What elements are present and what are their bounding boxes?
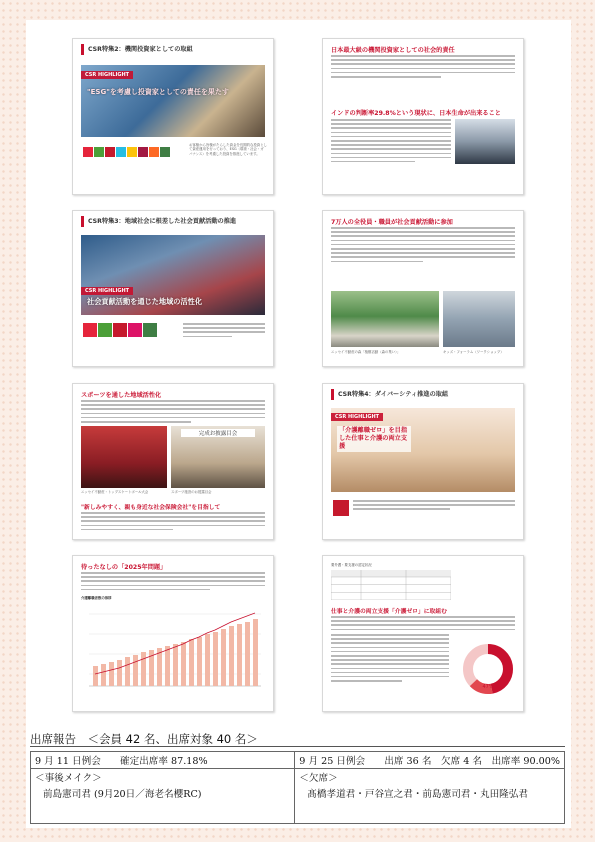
photo-caption-right: キッズ・フォーラム（ワークショップ） bbox=[443, 350, 504, 354]
ceremony-sign: 完成お披露目会 bbox=[181, 429, 255, 437]
tree-planting-photo bbox=[331, 291, 439, 347]
slide-sports-activation bbox=[72, 383, 274, 540]
makeup-members: 前島憲司君 (9月20日／海老名櫻RC) bbox=[43, 789, 202, 800]
slide-2025-problem bbox=[72, 555, 274, 712]
bar-line-chart bbox=[81, 604, 265, 694]
slide-title: 待ったなしの「2025年問題」 bbox=[81, 564, 167, 571]
slide-headline: 「介護離職ゼロ」を目指した仕事と介護の両立支援 bbox=[337, 426, 411, 452]
students-photo bbox=[81, 65, 265, 137]
slide-title: CSR特集3：地域社会に根差した社会貢献活動の推進 bbox=[81, 216, 265, 227]
meeting-sep25: 9 月 25 日例会 出席 36 名 欠席 4 名 出席率 90.00% bbox=[295, 752, 565, 769]
photo-caption-left: ニッセイ不動産・トップスケートボール大会 bbox=[81, 490, 149, 494]
highlight-label: CSR HIGHLIGHT bbox=[81, 287, 133, 295]
slide-title: 7万人の全役員・職員が社会貢献活動に参加 bbox=[331, 219, 453, 226]
slide-institutional-investor bbox=[322, 38, 524, 195]
slide-volunteer-activities bbox=[322, 210, 524, 367]
absence-heading: ＜欠席＞ bbox=[299, 773, 338, 784]
chart-title: 介護離職者数の推移 bbox=[81, 596, 112, 600]
executive-photo bbox=[455, 119, 515, 164]
slide-csr-feature-2 bbox=[72, 38, 274, 195]
highlight-label: CSR HIGHLIGHT bbox=[331, 413, 383, 421]
slide-title: CSR特集2：機関投資家としての取組 bbox=[81, 44, 265, 55]
makeup-cell bbox=[31, 769, 295, 824]
slide-csr-feature-3 bbox=[72, 210, 274, 367]
slide-subtitle: インドの判断率29.8%という現状に、日本生命が出来ること bbox=[331, 110, 501, 117]
donut-chart bbox=[463, 644, 513, 694]
slide-subtitle: "新しみやすく、親も身近な社会保険会社"を目指して bbox=[81, 505, 221, 511]
photo-caption-right: スポーツ施設のお披露目会 bbox=[171, 490, 212, 494]
absent-members: 髙橋孝道君・戸谷宣之君・前島憲司君・丸田隆弘君 bbox=[307, 789, 528, 800]
photo-caption-left: ニッセイ不動産の森「植樹活動（森の集い）」 bbox=[331, 350, 401, 354]
slide-csr-feature-4 bbox=[322, 383, 524, 540]
slide-care-support bbox=[322, 555, 524, 712]
makeup-heading: ＜事後メイク＞ bbox=[35, 773, 102, 784]
slide-headline: 社会貢献活動を通じた地域の活性化 bbox=[87, 297, 203, 306]
sdg-icons bbox=[83, 323, 157, 337]
title-underline bbox=[30, 746, 565, 747]
slide-headline: "ESG"を考慮し投資家としての責任を果たす bbox=[87, 88, 229, 96]
wheelchair-basketball-photo bbox=[81, 235, 265, 315]
forum-photo bbox=[443, 291, 515, 347]
highlight-label: CSR HIGHLIGHT bbox=[81, 71, 133, 79]
slide-title: スポーツを通した地域活性化 bbox=[81, 392, 162, 399]
slide-title: 日本最大級の機関投資家としての社会的責任 bbox=[331, 47, 455, 54]
absence-cell bbox=[295, 769, 565, 824]
caregiving-photo bbox=[331, 408, 515, 492]
table-title: 要介護・要支援の認定状況 bbox=[331, 563, 372, 567]
ceremony-photo bbox=[171, 426, 265, 488]
donut-value: 47% bbox=[482, 684, 494, 690]
slide-caption: お客様から皆様がたらした資金を長期的な投資として資産運用を行っており、ESG（環境・社会・ガバナンス）を考慮した投資を推進しています。 bbox=[189, 143, 267, 156]
attendance-report-title: 出席報告 ＜会員 42 名、出席対象 40 名＞ bbox=[30, 732, 258, 746]
slide-title: CSR特集4：ダイバーシティ推進の取組 bbox=[331, 389, 515, 400]
slide-subtitle: 仕事と介護の両立支援「介護ゼロ」に取組む bbox=[331, 609, 447, 615]
sdg-icon bbox=[333, 500, 349, 516]
status-table bbox=[331, 570, 451, 600]
stadium-crowd-photo bbox=[81, 426, 167, 488]
meeting-sep11: 9 月 11 日例会 確定出席率 87.18% bbox=[31, 752, 295, 769]
attendance-table bbox=[30, 751, 565, 824]
sdg-icons bbox=[83, 147, 170, 157]
